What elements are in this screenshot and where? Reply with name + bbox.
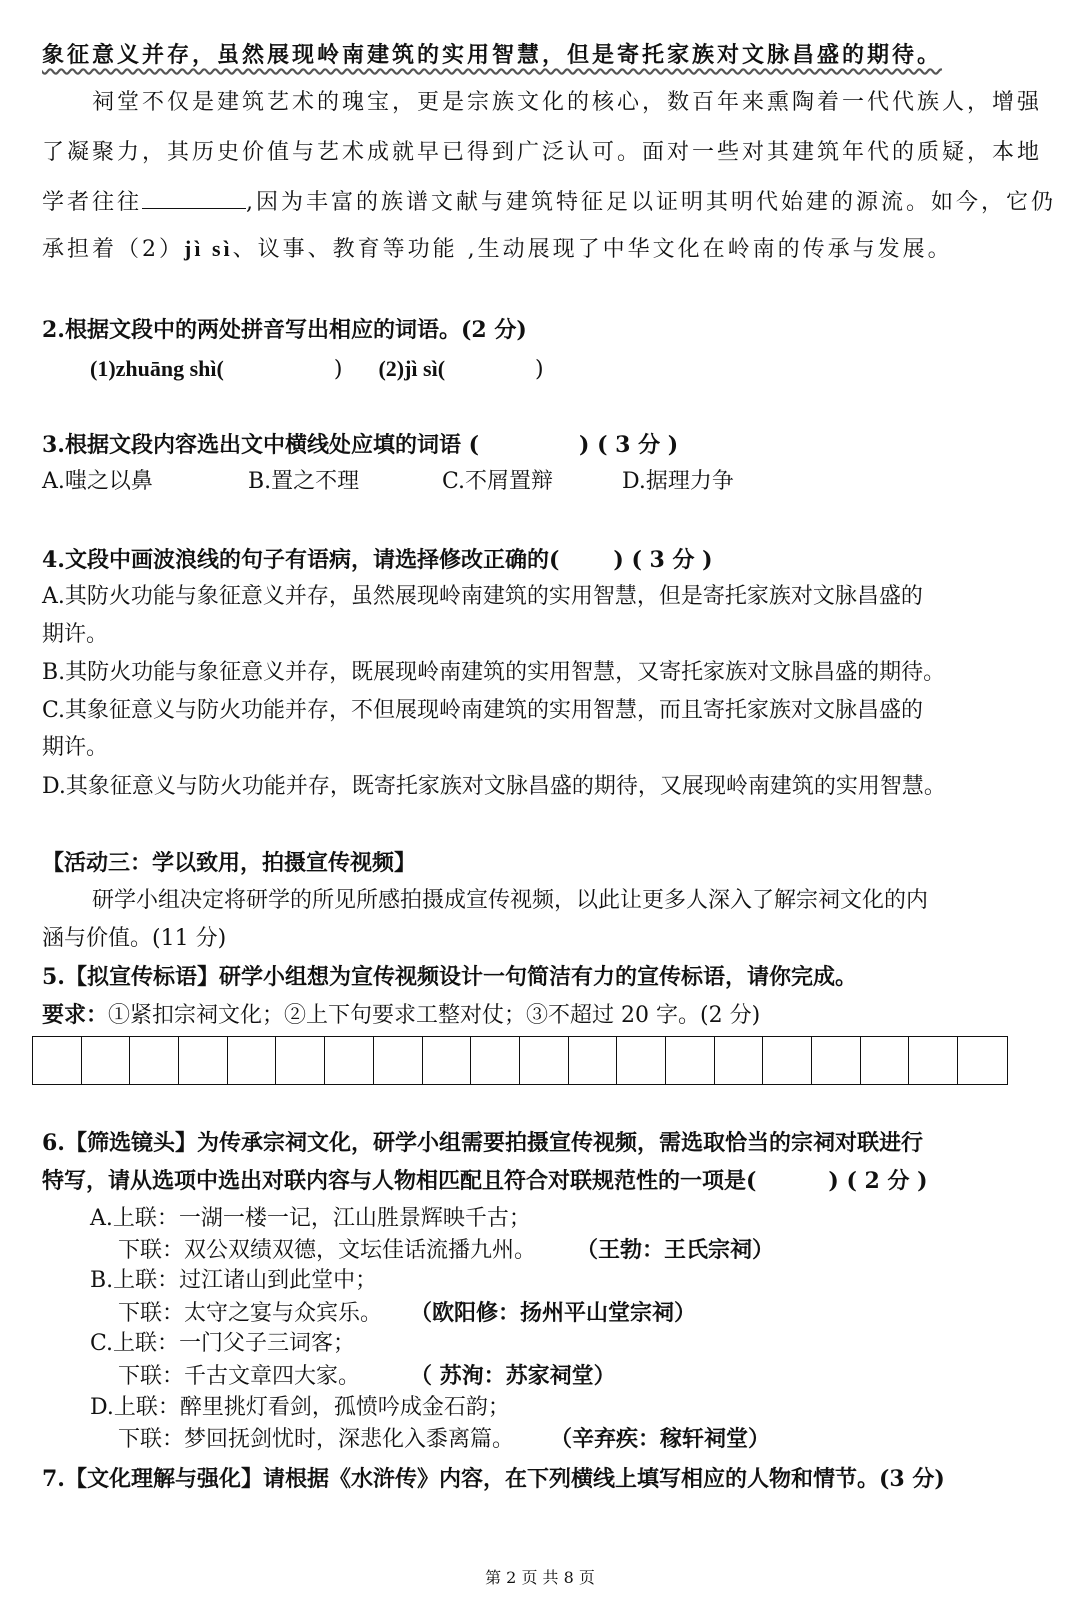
grid-cell[interactable] bbox=[33, 1037, 82, 1084]
q4-option-a-line2: 期许。 bbox=[42, 622, 109, 647]
grid-cell[interactable] bbox=[617, 1037, 666, 1084]
q4-option-d: D.其象征意义与防火功能并存，既寄托家族对文脉昌盛的期待，又展现岭南建筑的实用智慧。 bbox=[42, 774, 946, 799]
passage-line-1 bbox=[42, 40, 942, 70]
q6-option-d-lower: 下联：梦回抚剑忧时，深悲化入黍离篇。 （辛弃疾：稼轩祠堂） bbox=[118, 1426, 771, 1452]
passage-line-4: 学者往往 ,因为丰富的族谱文献与建筑特征足以证明其明代始建的源流。如今，它仍 bbox=[42, 186, 1056, 218]
passage-line-2: 祠堂不仅是建筑艺术的瑰宝，更是宗族文化的核心，数百年来熏陶着一代代族人，增强 bbox=[92, 90, 1043, 115]
q3-option-d: D.据理力争 bbox=[622, 469, 734, 494]
grid-cell[interactable] bbox=[423, 1037, 472, 1084]
q6-option-b-upper: B.上联：过江诸山到此堂中； bbox=[90, 1268, 378, 1293]
q3-option-b: B.置之不理 bbox=[248, 469, 360, 494]
q6-title-line1: 6.【筛选镜头】为传承宗祠文化，研学小组需要拍摄宣传视频，需选取恰当的宗祠对联进行 bbox=[42, 1130, 923, 1156]
grid-cell[interactable] bbox=[276, 1037, 325, 1084]
q3-title: 3.根据文段内容选出文中横线处应填的词语 ( ) ( 3 分 ) bbox=[42, 432, 679, 458]
grid-cell[interactable] bbox=[715, 1037, 764, 1084]
q6-option-d-upper: D.上联：醉里挑灯看剑，孤愤吟成金石韵； bbox=[90, 1395, 510, 1420]
grid-cell[interactable] bbox=[569, 1037, 618, 1084]
q4-option-c-line1: C.其象征意义与防火功能并存，不但展现岭南建筑的实用智慧，而且寄托家族对文脉昌盛的 bbox=[42, 698, 924, 723]
passage-line-5: 承担着（2）jì sì、议事、教育等功能 ,生动展现了中华文化在岭南的传承与发展。 bbox=[42, 236, 953, 262]
q5-requirements: 要求：①紧扣宗祠文化；②上下句要求工整对仗；③不超过 20 字。(2 分) bbox=[42, 1002, 761, 1028]
grid-cell[interactable] bbox=[763, 1037, 812, 1084]
q6-title-line2: 特写，请从选项中选出对联内容与人物相匹配且符合对联规范性的一项是( ) ( 2 分 ) bbox=[42, 1168, 928, 1194]
grid-cell[interactable] bbox=[325, 1037, 374, 1084]
grid-cell[interactable] bbox=[374, 1037, 423, 1084]
page-footer: 第 2 页 共 8 页 bbox=[485, 1568, 595, 1587]
q3-option-c: C.不屑置辩 bbox=[442, 469, 554, 494]
activity3-title: 【活动三：学以致用，拍摄宣传视频】 bbox=[42, 850, 417, 876]
grid-cell[interactable] bbox=[228, 1037, 277, 1084]
activity3-intro-line1: 研学小组决定将研学的所见所感拍摄成宣传视频，以此让更多人深入了解宗祠文化的内 bbox=[92, 888, 929, 913]
q5-title: 5.【拟宣传标语】研学小组想为宣传视频设计一句简洁有力的宣传标语，请你完成。 bbox=[42, 964, 857, 990]
wavy-sentence: 象征意义并存，虽然展现岭南建筑的实用智慧，但是寄托家族对文脉昌盛的期待。 bbox=[42, 42, 943, 68]
fill-in-blank[interactable] bbox=[142, 186, 246, 209]
slogan-answer-grid[interactable] bbox=[32, 1036, 1008, 1085]
grid-cell[interactable] bbox=[130, 1037, 179, 1084]
grid-cell[interactable] bbox=[909, 1037, 958, 1084]
q6-option-b-lower: 下联：太守之宴与众宾乐。 （欧阳修：扬州平山堂宗祠） bbox=[118, 1300, 697, 1326]
pinyin-jisi: jì sì bbox=[184, 236, 233, 261]
grid-cell[interactable] bbox=[958, 1037, 1007, 1084]
q4-option-a-line1: A.其防火功能与象征意义并存，虽然展现岭南建筑的实用智慧，但是寄托家族对文脉昌盛的 bbox=[42, 584, 923, 609]
q6-option-a-lower: 下联：双公双绩双德，文坛佳话流播九州。 （王勃：王氏宗祠） bbox=[118, 1237, 775, 1263]
grid-cell[interactable] bbox=[82, 1037, 131, 1084]
grid-cell[interactable] bbox=[812, 1037, 861, 1084]
q6-option-c-lower: 下联：千古文章四大家。 （ 苏洵：苏家祠堂） bbox=[118, 1363, 616, 1389]
q2-title: 2.根据文段中的两处拼音写出相应的词语。(2 分) bbox=[42, 317, 527, 343]
q6-option-a-upper: A.上联：一湖一楼一记，江山胜景辉映千古； bbox=[90, 1206, 531, 1231]
q6-option-c-upper: C.上联：一门父子三词客； bbox=[90, 1331, 356, 1356]
grid-cell[interactable] bbox=[471, 1037, 520, 1084]
q4-option-c-line2: 期许。 bbox=[42, 735, 109, 760]
grid-cell[interactable] bbox=[179, 1037, 228, 1084]
q7-title: 7.【文化理解与强化】请根据《水浒传》内容，在下列横线上填写相应的人物和情节。(3 分) bbox=[42, 1466, 945, 1492]
q3-option-a: A.嗤之以鼻 bbox=[42, 469, 153, 494]
activity3-intro-line2: 涵与价值。(11 分) bbox=[42, 926, 227, 951]
grid-cell[interactable] bbox=[520, 1037, 569, 1084]
q4-option-b: B.其防火功能与象征意义并存，既展现岭南建筑的实用智慧，又寄托家族对文脉昌盛的期待。 bbox=[42, 660, 946, 685]
grid-cell[interactable] bbox=[861, 1037, 910, 1084]
q2-items: (1)zhuāng shì( ) (2)jì sì( ) bbox=[90, 356, 544, 382]
q4-title: 4.文段中画波浪线的句子有语病，请选择修改正确的( ) ( 3 分 ) bbox=[42, 547, 713, 573]
passage-line-3: 了凝聚力，其历史价值与艺术成就早已得到广泛认可。面对一些对其建筑年代的质疑，本地 bbox=[42, 140, 1043, 165]
grid-cell[interactable] bbox=[666, 1037, 715, 1084]
